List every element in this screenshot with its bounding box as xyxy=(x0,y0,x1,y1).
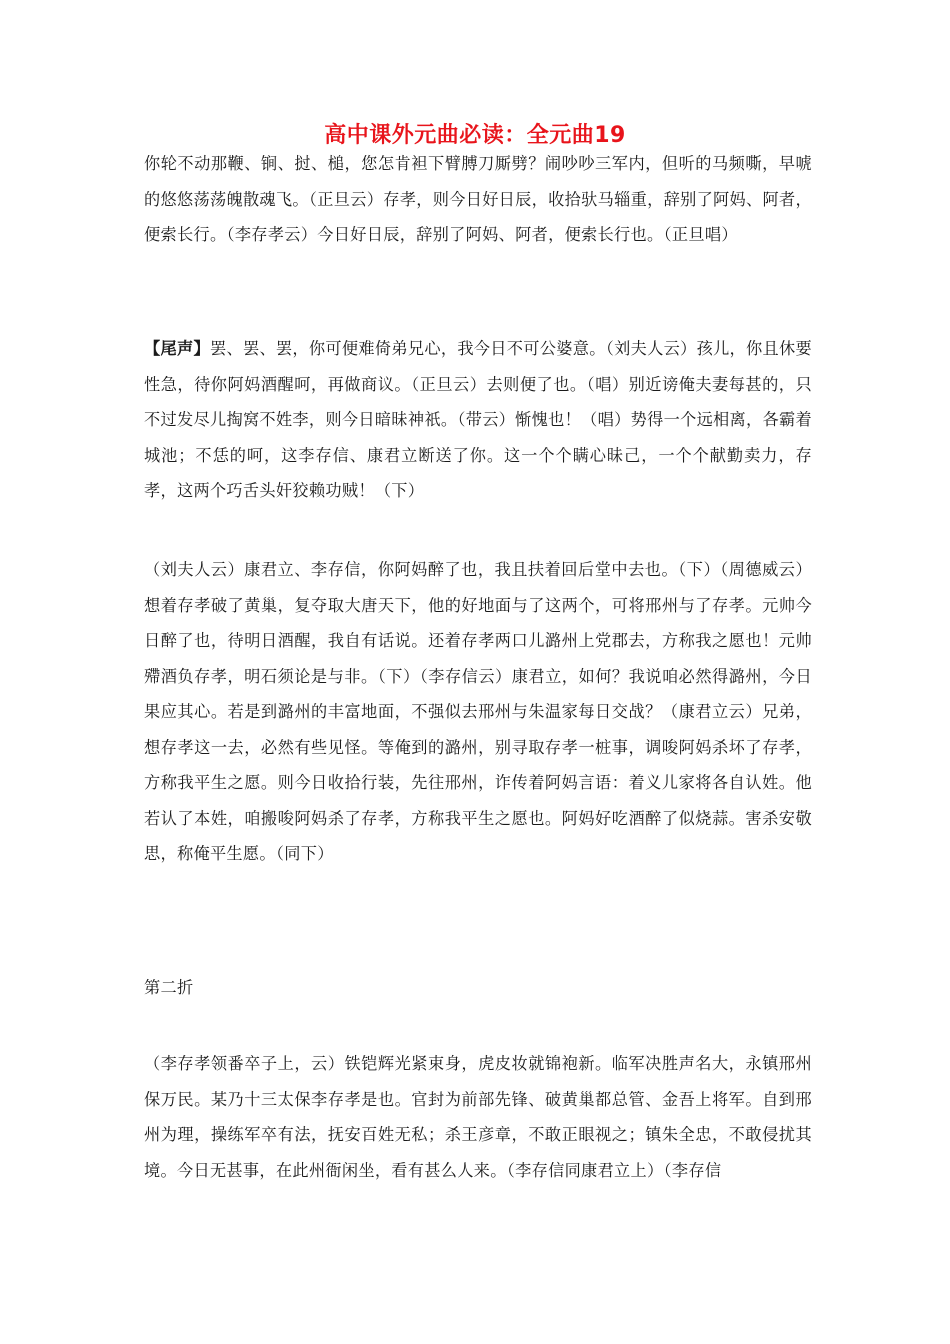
paragraph-2 xyxy=(144,331,812,509)
paragraph-text: 罢、罢、罢，你可便难倚弟兄心，我今日不可公婆意。（刘夫人云）孩儿，你且休要性急，待你阿妈酒醒呵，再做商议。（正旦云）去则便了也。（唱）别近谤俺夫妻每甚的，只不过发尽儿掏窝不姓李，则今日暗昧神祇。（带云）惭愧也！（唱）势得一个远相离，各霸着城池；不恁的呵，这李存信、康君立断送了你。这一个个瞒心昧己，一个个献勤卖力，存孝，这两个巧舌头奸狡赖功贼！（下） xyxy=(144,339,813,500)
section-mark-weisheng: 【尾声】 xyxy=(144,339,210,358)
paragraph-text: （刘夫人云）康君立、李存信，你阿妈醉了也，我且扶着回后堂中去也。（下）（周德威云）想着存孝破了黄巢，复夺取大唐天下，他的好地面与了这两个，可将邢州与了存孝。元帅今日醉了也，待明日酒醒，我自有话说。还着存孝两口儿潞州上党郡去，方称我之愿也！元帅殢酒负存孝，明石须论是与非。（下）（李存信云）康君立，如何？我说咱必然得潞州，今日果应其心。若是到潞州的丰富地面，不强似去邢州与朱温家每日交战？（康君立云）兄弟，想存孝这一去，必然有些见怪。等俺到的潞州，别寻取存孝一桩事，调唆阿妈杀坏了存孝，方称我平生之愿。则今日收拾行装，先往邢州，诈传着阿妈言语：着义儿家将各自认姓。他若认了本姓，咱搬唆阿妈杀了存孝，方称我平生之愿也。阿妈好吃酒醉了似烧蒜。害杀安敬思，称俺平生愿。（同下） xyxy=(144,560,812,863)
document-title: 高中课外元曲必读：全元曲19 xyxy=(324,123,626,148)
paragraph-3 xyxy=(144,552,812,872)
section-heading-text: 第二折 xyxy=(144,978,194,997)
section-heading xyxy=(144,970,812,1006)
paragraph-5 xyxy=(144,1046,812,1188)
paragraph-text: 你轮不动那鞭、锏、挝、槌，您怎肯袒下臂膊刀厮劈？闹吵吵三军内，但听的马频嘶，早唬的悠悠荡荡魄散魂飞。（正旦云）存孝，则今日好日辰，收拾驮马辎重，辞别了阿妈、阿者，便索长行。（李存孝云）今日好日辰，辞别了阿妈、阿者，便索长行也。（正旦唱） xyxy=(144,154,812,244)
paragraph-text: （李存孝领番卒子上，云）铁铠辉光紧束身，虎皮妆就锦袍新。临军决胜声名大，永镇邢州保万民。某乃十三太保李存孝是也。官封为前部先锋、破黄巢都总管、金吾上将军。自到邢州为理，操练军卒有法，抚安百姓无私；杀王彦章，不敢正眼视之；镇朱全忠，不敢侵扰其境。今日无甚事，在此州衙闲坐，看有甚么人来。（李存信同康君立上）（李存信 xyxy=(144,1054,812,1180)
paragraph-1 xyxy=(144,146,812,253)
